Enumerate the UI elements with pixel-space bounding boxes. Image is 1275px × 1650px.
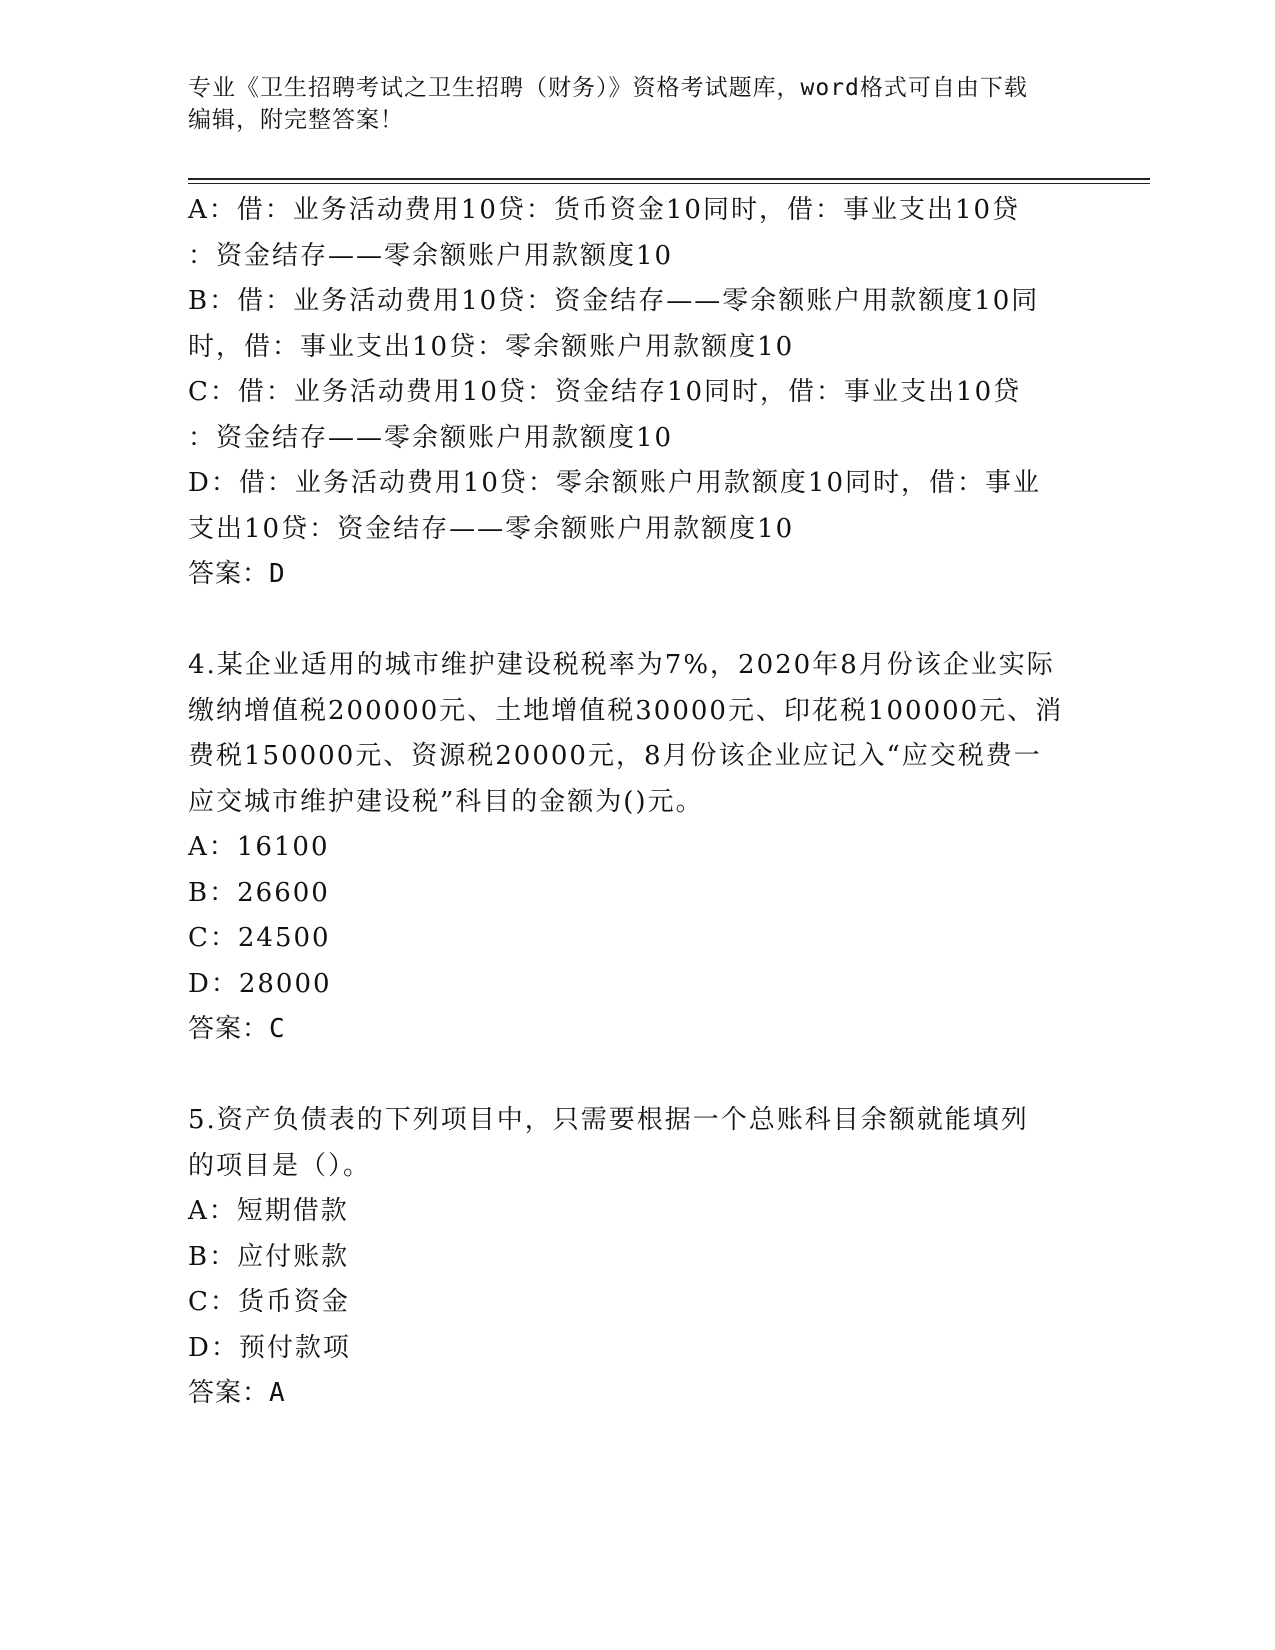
question-5 [188, 1098, 1088, 1417]
header-line-1: 专业《卫生招聘考试之卫生招聘（财务）》资格考试题库，word格式可自由下载 [188, 75, 1028, 101]
q4-stem-line: 4.某企业适用的城市维护建设税税率为7%，2020年8月份该企业实际 [188, 650, 1055, 680]
q5-option-a: A：短期借款 [188, 1196, 349, 1226]
q4-option-d: D：28000 [188, 968, 332, 999]
q4-stem-line: 应交城市维护建设税”科目的金额为()元。 [188, 786, 704, 817]
q5-option-c: C：货币资金 [188, 1287, 350, 1317]
q4-option-a: A：16100 [188, 832, 330, 862]
q3-option-line: ：资金结存——零余额账户用款额度10 [188, 240, 674, 271]
q4-answer: 答案：C [188, 1014, 286, 1044]
spacer [188, 1053, 1088, 1099]
spacer [188, 598, 1088, 644]
q4-option-c: C：24500 [188, 923, 331, 953]
header-rule-thick [188, 178, 1150, 180]
q4-stem-line: 费税150000元、资源税20000元，8月份该企业应记入“应交税费一 [188, 741, 1042, 771]
q3-option-line: B：借：业务活动费用10贷：资金结存——零余额账户用款额度10同 [188, 286, 1040, 316]
header-rule-thin [188, 183, 1150, 184]
q3-answer: 答案：D [188, 559, 286, 589]
q4-option-b: B：26600 [188, 877, 330, 908]
q3-option-line: 时，借：事业支出10贷：零余额账户用款额度10 [188, 331, 795, 362]
document-body [188, 188, 1088, 1417]
q3-option-line: A：借：业务活动费用10贷：货币资金10同时，借：事业支出10贷 [188, 195, 1021, 225]
q5-stem-line: 5.资产负债表的下列项目中，只需要根据一个总账科目余额就能填列 [188, 1105, 1029, 1135]
q3-option-line: 支出10贷：资金结存——零余额账户用款额度10 [188, 513, 795, 544]
q5-option-b: B：应付账款 [188, 1241, 350, 1272]
q3-option-line: ：资金结存——零余额账户用款额度10 [188, 422, 674, 453]
question-4 [188, 643, 1088, 1053]
header-line-2: 编辑，附完整答案！ [188, 107, 404, 133]
question-3 [188, 188, 1088, 598]
q3-option-line: C：借：业务活动费用10贷：资金结存10同时，借：事业支出10贷 [188, 377, 1022, 407]
q5-stem-line: 的项目是（）。 [188, 1150, 372, 1181]
q3-option-line: D：借：业务活动费用10贷：零余额账户用款额度10同时，借：事业 [188, 468, 1042, 498]
document-header [188, 72, 1088, 136]
q4-stem-line: 缴纳增值税200000元、土地增值税30000元、印花税100000元、消 [188, 695, 1064, 726]
q5-option-d: D：预付款项 [188, 1332, 351, 1363]
q5-answer: 答案：A [188, 1378, 286, 1408]
